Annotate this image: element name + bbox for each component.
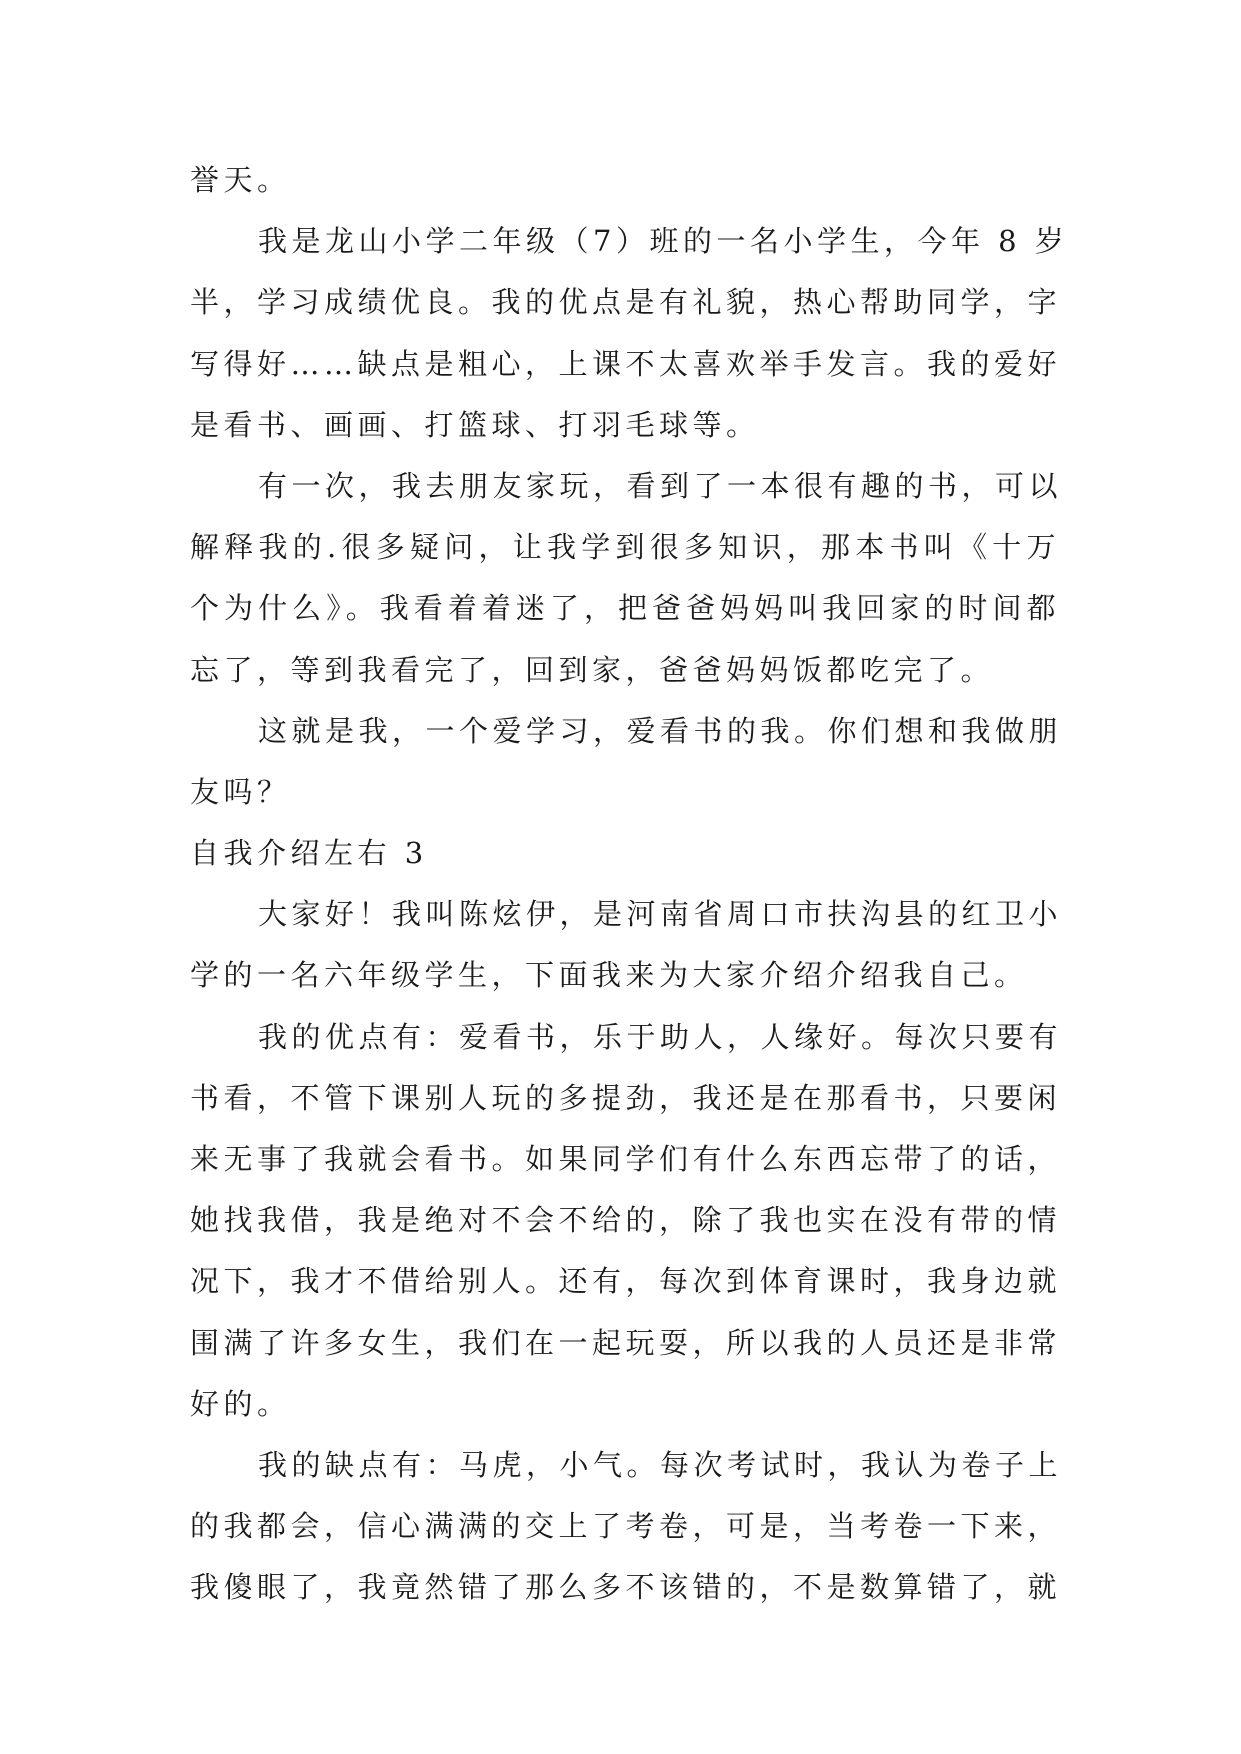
- text-line: 写得好……缺点是粗心，上课不太喜欢举手发言。我的爱好: [190, 346, 1062, 381]
- text-line: 我傻眼了，我竟然错了那么多不该错的，不是数算错了，就: [190, 1570, 1062, 1605]
- text-line: 她找我借，我是绝对不会不给的，除了我也实在没有带的情: [190, 1203, 1062, 1238]
- text-line: 解释我的.很多疑问，让我学到很多知识，那本书叫《十万: [190, 530, 1060, 565]
- text-line: 大家好！我叫陈炫伊，是河南省周口市扶沟县的红卫小: [258, 897, 1063, 932]
- text-line: 忘了，等到我看完了，回到家，爸爸妈妈饭都吃完了。: [190, 652, 995, 687]
- text-line: 况下，我才不借给别人。还有，每次到体育课时，我身边就: [190, 1264, 1062, 1299]
- text-line: 友吗？: [190, 774, 291, 809]
- text-line: 围满了许多女生，我们在一起玩耍，所以我的人员还是非常: [190, 1325, 1062, 1360]
- text-line: 书看，不管下课别人玩的多提劲，我还是在那看书，只要闲: [190, 1080, 1062, 1115]
- text-line: 我的优点有：爱看书，乐于助人，人缘好。每次只要有: [258, 1019, 1063, 1054]
- text-line: 的我都会，信心满满的交上了考卷，可是，当考卷一下来，: [190, 1509, 1062, 1544]
- text-line: 好的。: [190, 1386, 291, 1421]
- text-line: 这就是我，一个爱学习，爱看书的我。你们想和我做朋: [258, 713, 1063, 748]
- text-line: 来无事了我就会看书。如果同学们有什么东西忘带了的话，: [190, 1142, 1062, 1176]
- text-line: 誉天。: [190, 163, 291, 197]
- document-body: [190, 150, 1069, 1619]
- text-line: 有一次，我去朋友家玩，看到了一本很有趣的书，可以: [258, 468, 1063, 503]
- text-line: 学的一名六年级学生，下面我来为大家介绍介绍我自己。: [190, 958, 1028, 993]
- text-line: 是看书、画画、打篮球、打羽毛球等。: [190, 407, 760, 442]
- text-line: 我是龙山小学二年级（7）班的一名小学生，今年 8 岁: [258, 224, 1069, 259]
- text-line: 个为什么》。我看着着迷了，把爸爸妈妈叫我回家的时间都: [190, 591, 1060, 626]
- section-heading: 自我介绍左右 3: [190, 836, 428, 871]
- text-line: 半，学习成绩优良。我的优点是有礼貌，热心帮助同学，字: [190, 285, 1062, 320]
- text-line: 我的缺点有：马虎，小气。每次考试时，我认为卷子上: [258, 1447, 1063, 1482]
